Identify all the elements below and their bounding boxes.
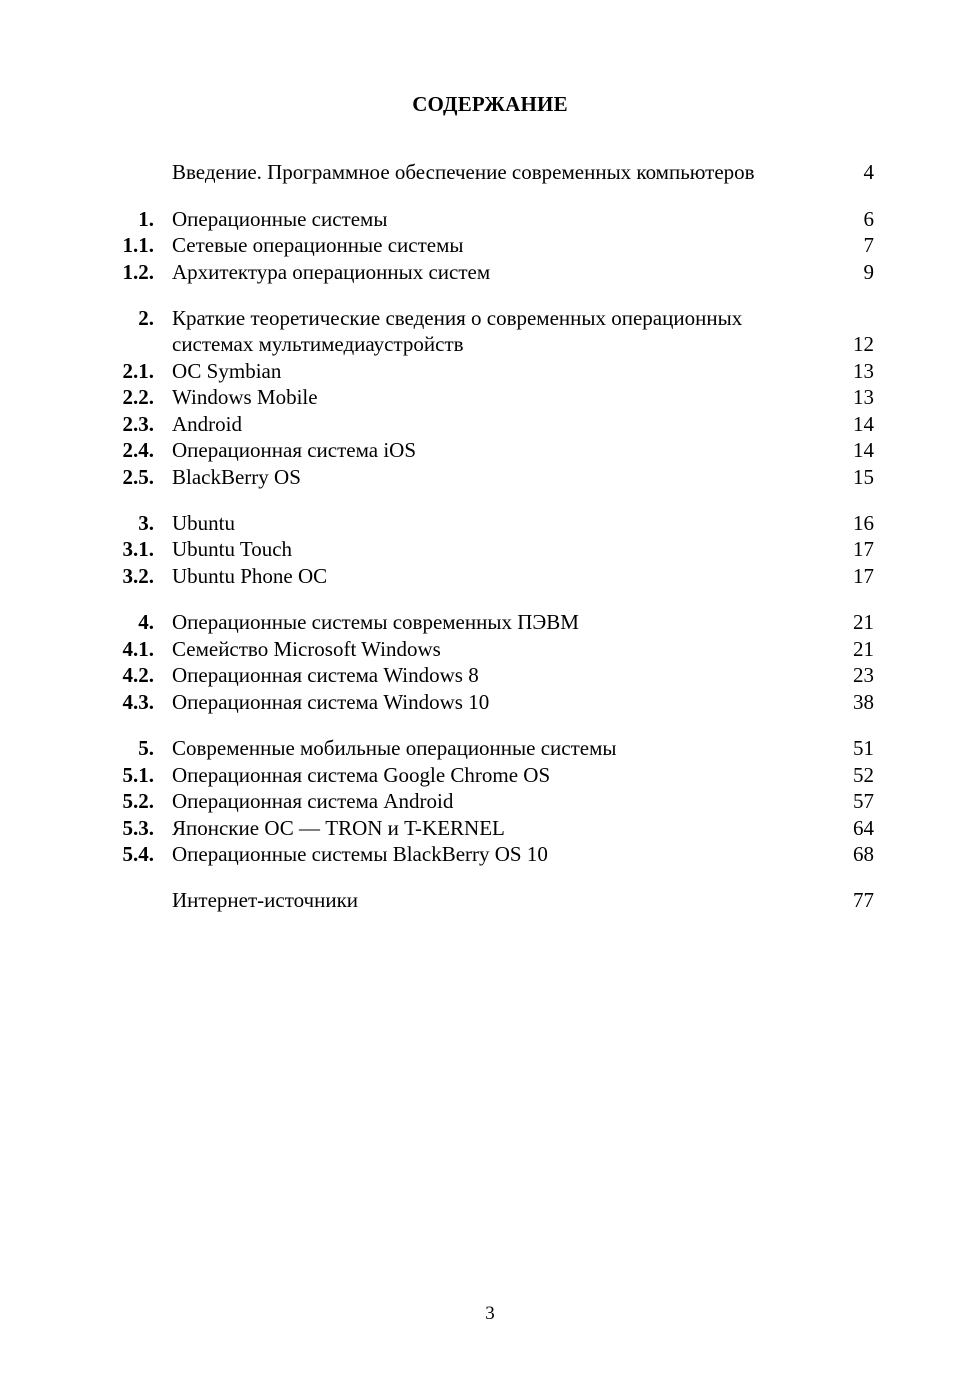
toc-entry-page: 4 (863, 160, 874, 184)
toc-entry-number: 1.2. (122, 260, 154, 284)
toc-entry-title: Японские ОС — TRON и T-KERNEL (172, 816, 505, 840)
toc-entry-page: 13 (853, 359, 874, 383)
toc-entry-number: 1. (138, 207, 154, 231)
toc-entry-3-2[interactable] (0, 563, 980, 590)
toc-entry-title: Ubuntu (172, 511, 235, 535)
toc-entry-title: Операционные системы BlackBerry OS 10 (172, 842, 548, 866)
toc-entry-2-1[interactable] (0, 358, 980, 385)
toc-entry-number: 2.2. (122, 385, 154, 409)
toc-entry-2-3[interactable] (0, 411, 980, 438)
toc-entry-2[interactable] (0, 305, 980, 332)
toc-entry-2-5[interactable] (0, 464, 980, 491)
toc-entry-number: 5.3. (122, 816, 154, 840)
toc-entry-page: 21 (853, 610, 874, 634)
toc-entry-5-3[interactable] (0, 815, 980, 842)
toc-entry-page: 7 (863, 233, 874, 257)
toc-entry-page: 21 (853, 637, 874, 661)
toc-entry-title: Введение. Программное обеспечение современных компьютеров (172, 160, 755, 184)
toc-entry-4-3[interactable] (0, 689, 980, 716)
toc-entry-number: 4. (138, 610, 154, 634)
toc-entry-page: 64 (853, 816, 874, 840)
toc-entry-number: 5.4. (122, 842, 154, 866)
toc-entry-page: 12 (853, 332, 874, 356)
toc-entry-page: 6 (863, 207, 874, 231)
toc-entry-number: 2.4. (122, 438, 154, 462)
toc-entry-title: Ubuntu Phone OC (172, 564, 328, 588)
toc-entry-sources[interactable] (0, 887, 980, 914)
toc-entry-title: Операционная система Android (172, 789, 454, 813)
toc-entry-page: 17 (853, 537, 874, 561)
toc-entry-page: 51 (853, 736, 874, 760)
toc-entry-title: BlackBerry OS (172, 465, 301, 489)
toc-entry-page: 52 (853, 763, 874, 787)
toc-entry-page: 15 (853, 465, 874, 489)
toc-entry-title: Интернет-источники (172, 888, 359, 912)
toc-entry-page: 14 (853, 438, 874, 462)
toc-entry-page: 57 (853, 789, 874, 813)
toc-entry-title: Архитектура операционных систем (172, 260, 491, 284)
toc-entry-number: 2.3. (122, 412, 154, 436)
toc-entry-page: 17 (853, 564, 874, 588)
toc-entry-number: 5. (138, 736, 154, 760)
toc-entry-1[interactable] (0, 206, 980, 233)
toc-entry-number: 2. (138, 306, 154, 330)
toc-entry-number: 5.2. (122, 789, 154, 813)
toc-entry-title: системах мультимедиаустройств (172, 332, 464, 356)
toc-entry-2-2[interactable] (0, 384, 980, 411)
toc-entry-number: 3. (138, 511, 154, 535)
toc-entry-1-1[interactable] (0, 232, 980, 259)
toc-entry-title: Современные мобильные операционные системы (172, 736, 617, 760)
toc-entry-page: 13 (853, 385, 874, 409)
toc-entry-title: Краткие теоретические сведения о современных операционных (172, 306, 743, 330)
toc-entry-4-2[interactable] (0, 662, 980, 689)
toc-entry-2-4[interactable] (0, 437, 980, 464)
toc-entry-5-2[interactable] (0, 788, 980, 815)
page-title: СОДЕРЖАНИЕ (412, 92, 568, 116)
toc-entry-page: 14 (853, 412, 874, 436)
toc-entry-4[interactable] (0, 609, 980, 636)
toc-entry-4-1[interactable] (0, 636, 980, 663)
toc-entry-title: Android (172, 412, 242, 436)
toc-entry-number: 4.2. (122, 663, 154, 687)
toc-entry-title: Семейство Microsoft Windows (172, 637, 441, 661)
toc-entry-page: 9 (863, 260, 874, 284)
toc-entry-number: 4.1. (122, 637, 154, 661)
toc-entry-3-1[interactable] (0, 536, 980, 563)
toc-entry-3[interactable] (0, 510, 980, 537)
toc-entry-title: Ubuntu Touch (172, 537, 293, 561)
toc-entry-number: 1.1. (122, 233, 154, 257)
toc-entry-page: 68 (853, 842, 874, 866)
toc-entry-page: 16 (853, 511, 874, 535)
toc-entry-number: 2.5. (122, 465, 154, 489)
toc-entry-title: ОС Symbian (172, 359, 282, 383)
toc-entry-number: 4.3. (122, 690, 154, 714)
toc-entry-title: Операционная система Google Chrome OS (172, 763, 551, 787)
toc-entry-intro[interactable] (0, 159, 980, 186)
toc-entry-page: 77 (853, 888, 874, 912)
toc-entry-title: Windows Mobile (172, 385, 318, 409)
toc-entry-number: 3.1. (122, 537, 154, 561)
toc-entry-number: 3.2. (122, 564, 154, 588)
toc-entry-page: 23 (853, 663, 874, 687)
toc-entry-title: Операционная система Windows 8 (172, 663, 479, 687)
toc-entry-2-cont[interactable] (0, 331, 980, 358)
toc-entry-number: 2.1. (122, 359, 154, 383)
toc-entry-number: 5.1. (122, 763, 154, 787)
toc-entry-5[interactable] (0, 735, 980, 762)
toc-entry-title: Операционные системы современных ПЭВМ (172, 610, 579, 634)
toc-entry-1-2[interactable] (0, 259, 980, 286)
page-number: 3 (485, 1303, 495, 1324)
toc-entry-page: 38 (853, 690, 874, 714)
toc-entry-title: Операционные системы (172, 207, 388, 231)
toc-entry-title: Операционная система Windows 10 (172, 690, 490, 714)
toc-entry-title: Сетевые операционные системы (172, 233, 464, 257)
toc-entry-5-4[interactable] (0, 841, 980, 868)
toc-entry-title: Операционная система iOS (172, 438, 417, 462)
toc-entry-5-1[interactable] (0, 762, 980, 789)
